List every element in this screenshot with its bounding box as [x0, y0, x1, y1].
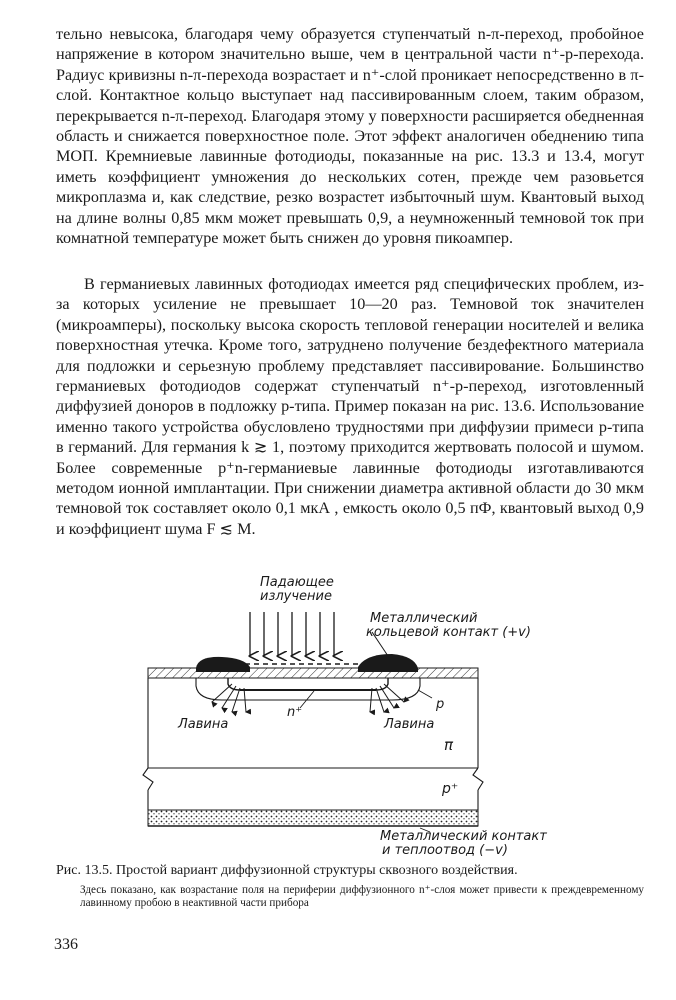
- ring-contact-right: [358, 654, 418, 672]
- figure-note: Здесь показано, как возрастание поля на периферии диффузионного n⁺-слоя может привести к преждевременному лавинному пробою в неактивной части прибора: [80, 884, 644, 909]
- label-p: p: [436, 697, 445, 712]
- ring-contact-left: [196, 657, 250, 672]
- label-ring-2: кольцевой контакт (+v): [366, 625, 531, 640]
- avalanche-arrows-left: [212, 684, 246, 712]
- break-marks: [143, 768, 483, 790]
- bottom-contact: [148, 810, 478, 826]
- avalanche-arrows-right: [370, 684, 404, 712]
- page-number: 336: [54, 936, 78, 953]
- label-pi: π: [444, 736, 454, 754]
- paragraph-1-text: тельно невысока, благодаря чему образуется ступенчатый n-π-переход, пробойное напряжение в котором значительно выше, чем в центральной части n⁺-p-перехода. Радиус кривизны n-π-перехода возрастает и n⁺-слой проникает непосредственно в π-слой. Контактное кольцо выступает над пассивированным слоем, таким образом, перекрывается n-π-переход. Благодаря этому у поверхности расширяется обедненная область и снижается поверхностное поле. Этот эффект аналогичен обеднению типа МОП. Кремниевые лавинные фотодиоды, показанные на рис. 13.3 и 13.4, могут иметь коэффициент умножения до нескольких сотен, прежде чем разовьется микроплазма и, как следствие, резко возрастет избыточный шум. Квантовый выход на длине волны 0,85 мкм может превышать 0,9, а неумноженный темновой ток при комнатной температуре может быть снижен до уровня пикоампер.: [56, 25, 644, 248]
- paragraph-1: [56, 24, 644, 248]
- incident-radiation-arrows: [250, 612, 334, 656]
- label-avalanche-right: Лавина: [384, 717, 435, 732]
- label-pplus: p⁺: [442, 781, 459, 797]
- figure-13-5: [0, 570, 676, 870]
- label-bottom-2: и теплоотвод (−v): [382, 843, 508, 858]
- figure-caption: Рис. 13.5. Простой вариант диффузионной структуры сквозного воздействия.: [56, 863, 518, 878]
- label-nplus: n⁺: [287, 705, 303, 720]
- nplus-layer: [228, 678, 388, 690]
- label-ring-1: Металлический: [370, 611, 478, 626]
- paragraph-2: [56, 274, 644, 539]
- label-incident-2: излучение: [260, 589, 332, 604]
- label-avalanche-left: Лавина: [178, 717, 229, 732]
- label-bottom-1: Металлический контакт: [380, 829, 547, 844]
- paragraph-2-text: В германиевых лавинных фотодиодах имеется ряд специфических проблем, из-за которых усиление не превышает 10—20 раз. Темновой ток значителен (микроамперы), поскольку высока скорость тепловой генерации носителей и велика поверхностная утечка. Кроме того, затруднено получение бездефектного материала для подложки и серьезную проблему представляет пассивирование. Большинство германиевых фотодиодов содержат ступенчатый n⁺-p-переход, изготовленный диффузией доноров в подложку p-типа. Пример показан на рис. 13.6. Использование именно такого устройства обусловлено трудностями при диффузии примеси p-типа в германий. Для германия k ≳ 1, поэтому приходится жертвовать полосой и шумом. Более современные p⁺n-германиевые лавинные фотодиоды изготавливаются методом ионной имплантации. При снижении диаметра активной области до 30 мкм темновой ток составляет около 0,1 мкА , емкость около 0,5 пФ, квантовый выход 0,9 и коэффициент шума F ≲ M.: [56, 275, 644, 538]
- device-diagram: [0, 570, 676, 870]
- label-incident-1: Падающее: [260, 575, 334, 590]
